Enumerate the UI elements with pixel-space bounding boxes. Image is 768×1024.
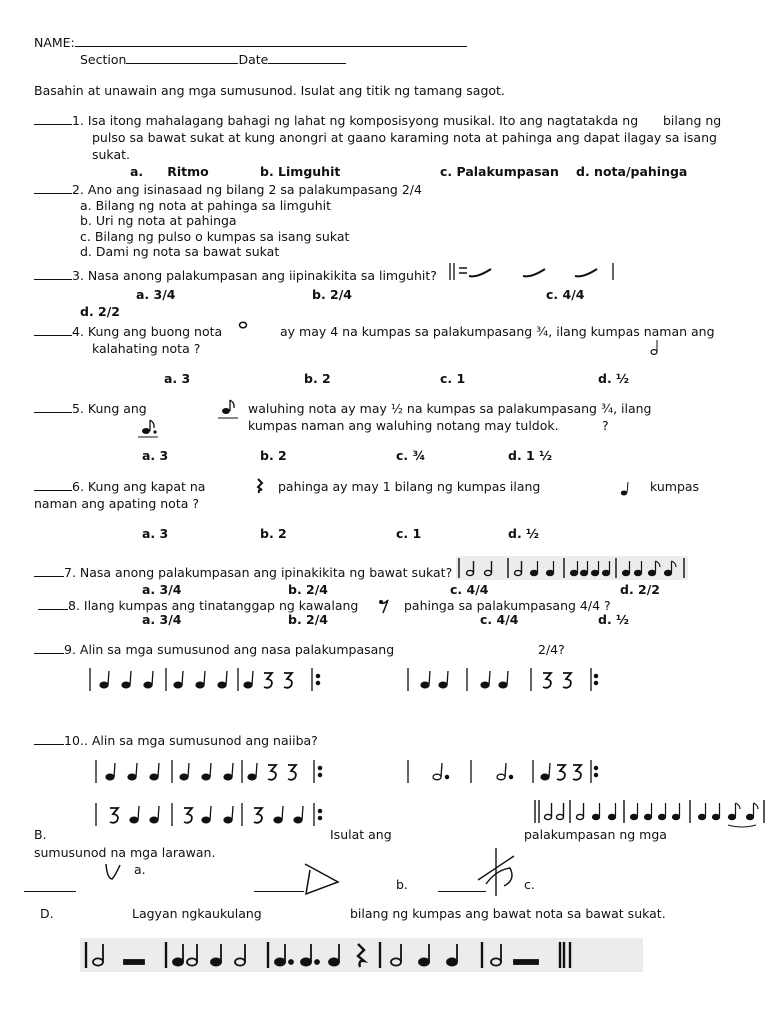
quarter-rest-icon: [255, 478, 265, 494]
answer-blank-1[interactable]: [34, 113, 72, 125]
q1-line1: 1. Isa itong mahalagang bahagi ng lahat ng komposisyong musikal. Ito ang nagtatakda ng: [72, 113, 639, 128]
q3-staff-image: [447, 260, 617, 282]
q5-option-d: d. 1 ½: [508, 448, 553, 463]
q6-option-b: b. 2: [260, 526, 287, 541]
q10-rhythm-2: [405, 757, 600, 785]
name-label: NAME:: [34, 35, 75, 50]
q5-line2: kumpas naman ang waluhing notang may tuldok.: [248, 418, 559, 433]
answer-blank-5[interactable]: [34, 401, 72, 413]
q5-option-b: b. 2: [260, 448, 287, 463]
q10-rhythm-1: [92, 757, 327, 785]
answer-blank-2[interactable]: [34, 182, 72, 194]
whole-note-icon: [238, 321, 248, 329]
q5-option-a: a. 3: [142, 448, 169, 463]
q5-option-c: c. ¾: [396, 448, 426, 463]
half-note-icon: [650, 338, 660, 356]
part-b-line2: sumusunod na mga larawan.: [34, 845, 216, 860]
part-b-blank-b: [254, 880, 304, 895]
answer-blank-3[interactable]: [34, 268, 72, 280]
q1-option-d: d. nota/pahinga: [576, 164, 688, 179]
q1-line1-end: bilang ng: [663, 113, 722, 128]
q8-option-d: d. ½: [598, 612, 629, 627]
q2-option-d: d. Dami ng nota sa bawat sukat: [80, 244, 280, 259]
q8-option-a: a. 3/4: [142, 612, 182, 627]
q9-rhythm-1: [88, 665, 323, 693]
q10-rhythm-4: [532, 797, 768, 829]
q4-option-c: c. 1: [440, 371, 466, 386]
q4-stem-b: ay may 4 na kumpas sa palakumpasang ¾, ilang kumpas naman ang: [280, 324, 715, 339]
q3-option-a: a. 3/4: [136, 287, 176, 302]
dotted-eighth-note-icon: [138, 418, 160, 438]
q2-option-c: c. Bilang ng pulso o kumpas sa isang sukat: [80, 229, 350, 244]
answer-blank-8[interactable]: [38, 598, 68, 610]
answer-blank-7[interactable]: [34, 565, 64, 577]
q1-option-b: b. Limguhit: [260, 164, 341, 179]
q1-option-c: c. Palakumpasan: [440, 164, 559, 179]
q5-qmark: ?: [602, 418, 609, 433]
question-4: 4. Kung ang buong nota: [34, 324, 222, 339]
answer-blank-9[interactable]: [34, 642, 64, 654]
q1-option-a: a. Ritmo: [130, 164, 209, 179]
part-b-label: B.: [34, 827, 47, 842]
question-10: 10.. Alin sa mga sumusunod ang naiiba?: [34, 733, 318, 748]
q7-option-b: b. 2/4: [288, 582, 329, 597]
q8-stem-b: pahinga sa palakumpasang 4/4 ?: [404, 598, 611, 613]
conducting-pattern-a-icon: [102, 864, 124, 880]
q8-option-c: c. 4/4: [480, 612, 519, 627]
q3-option-b: b. 2/4: [312, 287, 353, 302]
question-3: 3. Nasa anong palakumpasan ang iipinakikita sa limguhit?: [34, 268, 437, 283]
eighth-rest-icon: [378, 598, 390, 614]
q1-line2: pulso sa bawat sukat at kung anongri at gaano karaming nota at pahinga ang dapat ilagay sa isang: [92, 130, 717, 145]
conducting-pattern-b-icon: [302, 862, 342, 896]
part-b-text-a: Isulat ang: [330, 827, 392, 842]
question-2: 2. Ano ang isinasaad ng bilang 2 sa palakumpasang 2/4: [34, 182, 422, 197]
part-d-text-b: bilang ng kumpas ang bawat nota sa bawat sukat.: [350, 906, 666, 921]
q9-stem-end: 2/4?: [538, 642, 565, 657]
q6-option-c: c. 1: [396, 526, 422, 541]
question-7: 7. Nasa anong palakumpasan ang ipinakikita ng bawat sukat?: [34, 565, 452, 580]
part-b-text-b: palakumpasan ng mga: [524, 827, 667, 842]
eighth-note-icon: [218, 398, 238, 420]
part-d-text-a: Lagyan ngkaukulang: [132, 906, 262, 921]
question-8: 8. Ilang kumpas ang tinatanggap ng kawalang: [38, 598, 358, 613]
quarter-note-icon: [620, 481, 632, 497]
q4-line2: kalahating nota ?: [92, 341, 201, 356]
section-label: Section: [80, 52, 127, 67]
question-5: 5. Kung ang: [34, 401, 147, 416]
answer-blank-4[interactable]: [34, 324, 72, 336]
name-line: [34, 35, 467, 50]
part-b-blank-a: [24, 880, 76, 895]
date-field[interactable]: [268, 52, 346, 64]
q7-measures-image: [456, 556, 688, 580]
part-b-a: a.: [134, 862, 146, 877]
answer-blank-6[interactable]: [34, 479, 72, 491]
q4-option-a: a. 3: [164, 371, 191, 386]
name-field[interactable]: [75, 35, 467, 47]
question-9: 9. Alin sa mga sumusunod ang nasa palakumpasang: [34, 642, 394, 657]
q3-option-c: c. 4/4: [546, 287, 585, 302]
part-b-c: c.: [524, 877, 535, 892]
conducting-pattern-c-icon: [476, 846, 518, 898]
question-6: 6. Kung ang kapat na: [34, 479, 205, 494]
q5-stem-b: waluhing nota ay may ½ na kumpas sa palakumpasang ¾, ilang: [248, 401, 652, 416]
section-field[interactable]: [126, 52, 238, 64]
q4-option-d: d. ½: [598, 371, 629, 386]
answer-blank-10[interactable]: [34, 733, 64, 745]
q6-option-a: a. 3: [142, 526, 169, 541]
q4-option-b: b. 2: [304, 371, 331, 386]
q7-option-a: a. 3/4: [142, 582, 182, 597]
q6-line2: naman ang apating nota ?: [34, 496, 200, 511]
q10-rhythm-3: [92, 800, 327, 828]
q7-option-c: c. 4/4: [450, 582, 489, 597]
q2-option-b: b. Uri ng nota at pahinga: [80, 213, 237, 228]
q2-option-a: a. Bilang ng nota at pahinga sa limguhit: [80, 198, 331, 213]
section-date-line: [80, 52, 346, 67]
q8-option-b: b. 2/4: [288, 612, 329, 627]
date-label: Date: [238, 52, 269, 67]
part-b-b: b.: [396, 877, 408, 892]
part-d-measures-image: [80, 938, 643, 972]
question-1: [34, 113, 638, 128]
q6-stem-b: pahinga ay may 1 bilang ng kumpas ilang: [278, 479, 541, 494]
q1-line3: sukat.: [92, 147, 130, 162]
instructions: Basahin at unawain ang mga sumusunod. Isulat ang titik ng tamang sagot.: [34, 83, 505, 98]
q9-rhythm-2: [405, 665, 600, 693]
q7-option-d: d. 2/2: [620, 582, 661, 597]
q3-option-d: d. 2/2: [80, 304, 121, 319]
part-d-label: D.: [40, 906, 54, 921]
q6-stem-c: kumpas: [650, 479, 700, 494]
q6-option-d: d. ½: [508, 526, 539, 541]
